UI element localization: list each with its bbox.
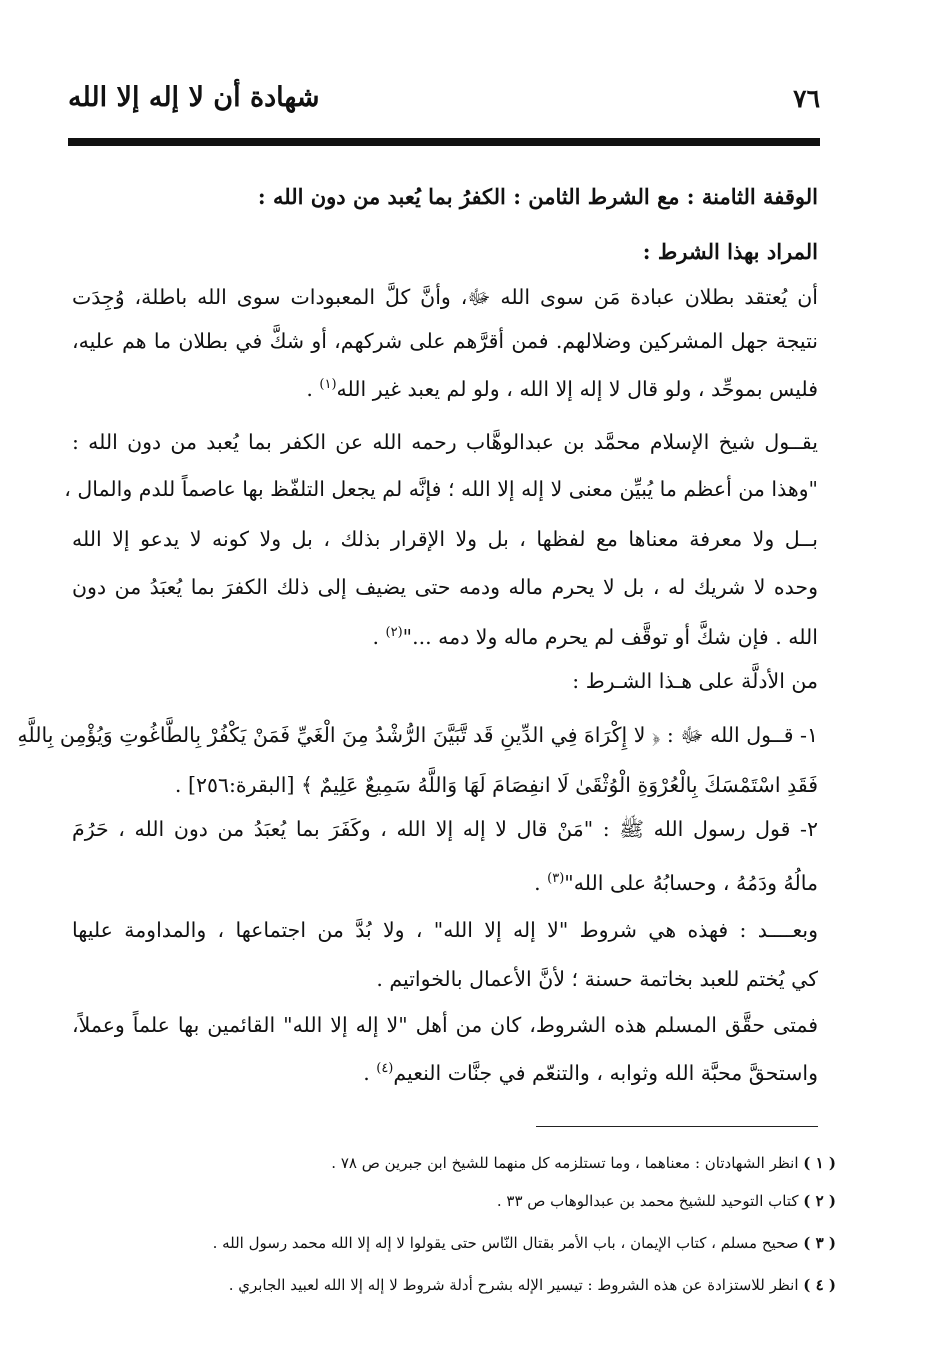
line-end: .: [534, 870, 548, 895]
footnote-number: ( ١ ): [803, 1154, 836, 1172]
footnote-ref: (٢): [385, 625, 403, 640]
paragraph-line: نتيجة جهل المشركين وضلالهم. فمن أقرَّهم على شركهم، أو شكَّ في بطلان ما هم عليه،: [72, 329, 818, 353]
running-title: شهادة أن لا إله إلا الله: [68, 82, 320, 113]
footnote-ref: (١): [319, 377, 337, 392]
footnote-separator: [536, 1126, 818, 1127]
paragraph-line: يقــول شيخ الإسلام محمَّد بن عبدالوهَّاب رحمه الله عن الكفر بما يُعبد من دون الله :: [72, 430, 818, 454]
footnote-text: انظر الشهادتان : معناهما ، وما تستلزمه كل منهما للشيخ ابن جبرين ص ٧٨ .: [331, 1154, 799, 1172]
line-text: الله . فإن شكَّ أو توقَّف لم يحرم ماله ولا دمه ...": [402, 624, 818, 649]
footnote-number: ( ٢ ): [803, 1192, 836, 1210]
conclusion-line: كي يُختم للعبد بخاتمة حسنة ؛ لأنَّ الأعمال بالخواتيم .: [376, 967, 818, 991]
line-text: مالُهُ ودَمُهُ ، وحسابُهُ على الله": [564, 870, 818, 895]
header-rule: [68, 138, 820, 146]
evidence-line: فَقَدِ اسْتَمْسَكَ بِالْعُرْوَةِ الْوُثْقَىٰ لَا انفِصَامَ لَهَا وَاللَّهُ سَمِيعٌ عَلِيمٌ ﴾ [البقرة:٢٥٦] .: [174, 773, 818, 797]
footnote-1: [76, 1150, 836, 1176]
footnote-text: كتاب التوحيد للشيخ محمد بن عبدالوهاب ص ٣٣ .: [496, 1192, 799, 1210]
footnote-3: [76, 1230, 836, 1256]
line-text: واستحقَّ محبَّة الله وثوابه ، والتنعّم في جنَّات النعيم: [393, 1060, 818, 1085]
evidence-line: ٢- قول رسول الله ﷺ : "مَنْ قال لا إله إلا الله ، وكَفَرَ بما يُعبَدُ من دون الله ، حَرُمَ: [72, 817, 818, 841]
footnote-text: صحيح مسلم ، كتاب الإيمان ، باب الأمر بقتال النّاس حتى يقولوا لا إله إلا الله محمد رسول الله .: [212, 1234, 799, 1252]
line-text: فليس بموحِّد ، ولو قال لا إله إلا الله ، ولو لم يعبد غير الله: [336, 376, 818, 401]
line-end: .: [363, 1060, 377, 1085]
footnote-text: انظر للاستزادة عن هذه الشروط : تيسير الإله بشرح أدلة شروط لا إله إلا الله لعبيد الجابري .: [228, 1276, 799, 1294]
conclusion-line: [72, 1052, 818, 1090]
evidence-line: [72, 862, 818, 900]
quote-line: [72, 616, 818, 654]
quote-line: "وهذا من أعظم ما يُبيِّن معنى لا إله إلا الله ؛ فإنَّه لم يجعل التلفّظ بها عاصماً للدم والمال ،: [64, 477, 818, 501]
page-header: [68, 82, 820, 122]
paragraph-line: أن يُعتقد بطلان عبادة مَن سوى الله ﷻ، وأنَّ كلَّ المعبودات سوى الله باطلة، وُجِدَت: [72, 285, 818, 309]
quote-line: بــل ولا معرفة معناها مع لفظها ، بل ولا الإقرار بذلك ، بل ولا كونه لا يدعو إلا الله: [72, 527, 818, 551]
paragraph-line: [72, 368, 818, 406]
page-number: ٧٦: [793, 84, 820, 113]
conclusion-line: وبعــــد : فهذه هي شروط "لا إله إلا الله" ، ولا بُدَّ من اجتماعها ، والمداومة عليها: [72, 918, 818, 942]
footnote-4: [76, 1272, 836, 1298]
footnote-ref: (٤): [376, 1061, 394, 1076]
footnote-number: ( ٤ ): [803, 1276, 836, 1294]
line-end: .: [372, 624, 386, 649]
subheading: المراد بهذا الشرط :: [642, 239, 818, 264]
subheading: من الأدلَّة على هـذا الشـرط :: [572, 669, 818, 693]
evidence-line: ١- قــول الله ﷻ : ﴿ لا إِكْرَاهَ فِي الدِّينِ قَد تَّبَيَّنَ الرُّشْدُ مِنَ الْغَيِّ فَمَنْ يَكْفُرْ بِالطَّاغُوتِ وَيُؤْمِن بِاللَّهِ: [17, 723, 818, 747]
conclusion-line: فمتى حقَّق المسلم هذه الشروط، كان من أهل "لا إله إلا الله" القائمين بها علماً وعملاً،: [72, 1013, 818, 1037]
quote-line: وحده لا شريك له ، بل لا يحرم ماله ودمه حتى يضيف إلى ذلك الكفرَ بما يُعبَدُ من دون: [72, 575, 818, 599]
footnote-2: [76, 1188, 836, 1214]
footnote-number: ( ٣ ): [803, 1234, 836, 1252]
line-end: .: [306, 376, 320, 401]
section-heading: الوقفة الثامنة : مع الشرط الثامن : الكفرُ بما يُعبد من دون الله :: [257, 184, 818, 209]
footnote-ref: (٣): [547, 871, 565, 886]
